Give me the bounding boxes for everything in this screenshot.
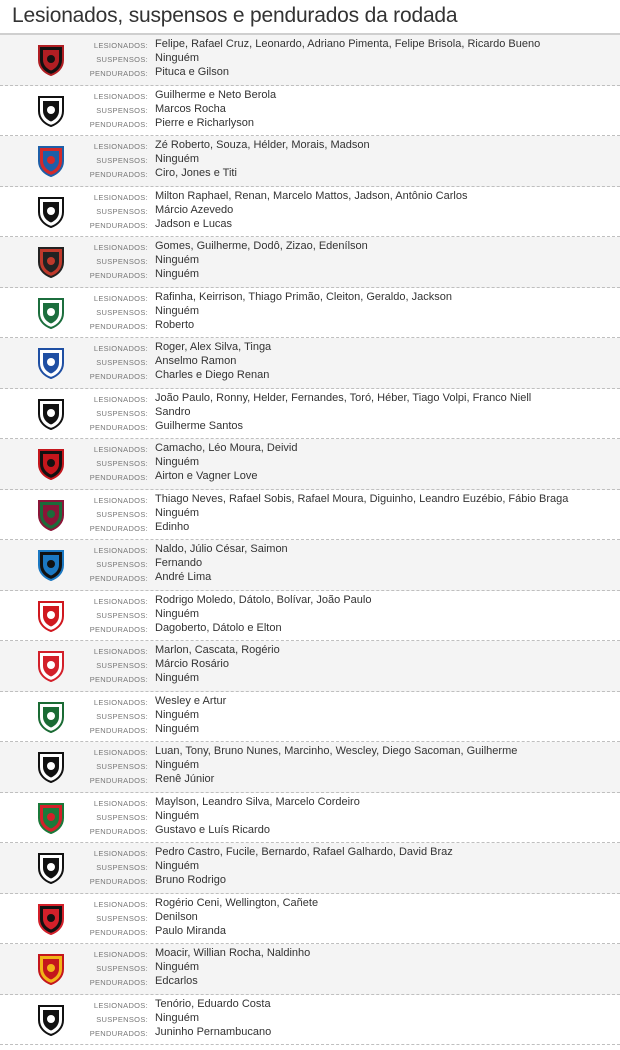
team-row-11 [0,591,620,642]
suspended-label: SUSPENSOS: [96,913,148,923]
team-row-13 [0,692,620,743]
warned-value: Gustavo e Luís Ricardo [155,823,270,836]
team-row-9 [0,490,620,541]
injured-label: LESIONADOS: [93,697,148,707]
injured-label: LESIONADOS: [93,344,148,353]
suspended-label: SUSPENSOS: [96,55,148,64]
warned-label: PENDURADOS: [89,69,148,78]
warned-label: PENDURADOS: [89,422,148,432]
warned-label: PENDURADOS: [89,826,148,836]
injured-label: LESIONADOS: [93,41,148,50]
suspended-label: SUSPENSOS: [96,257,148,266]
suspended-value: Ninguém [155,304,200,317]
injured-value: Naldo, Júlio César, Saimon [155,543,288,555]
warned-label: PENDURADOS: [89,372,148,381]
injured-value: Camacho, Léo Moura, Deivid [155,442,298,454]
injured-value: Luan, Tony, Bruno Nunes, Marcinho, Wescley, Diego Sacoman, Guilherme [155,745,518,757]
injured-value: Pedro Castro, Fucile, Bernardo, Rafael Galhardo, David Braz [155,846,453,858]
injured-value: João Paulo, Ronny, Helder, Fernandes, Toró, Héber, Tiago Volpi, Franco Niell [155,391,532,404]
suspended-label: SUSPENSOS: [96,610,148,620]
injured-label: LESIONADOS: [93,495,148,505]
team-row-1 [0,86,620,137]
warned-label: PENDURADOS: [89,473,148,482]
warned-label: PENDURADOS: [89,220,148,230]
injured-label: LESIONADOS: [93,142,148,151]
suspended-label: SUSPENSOS: [96,661,148,670]
team-row-16 [0,843,620,894]
suspended-value: Ninguém [155,759,200,771]
warned-value: Bruno Rodrigo [155,874,226,886]
warned-value: Renê Júnior [155,773,215,785]
warned-value: Airton e Vagner Love [155,470,258,482]
warned-value: Pierre e Richarlyson [155,116,255,129]
injured-label: LESIONADOS: [93,647,148,656]
team-row-7 [0,389,620,440]
warned-value: Roberto [155,318,195,331]
team-row-3 [0,187,620,238]
suspended-value: Ninguém [155,961,200,973]
team-row-6 [0,338,620,389]
warned-value: Ninguém [155,722,200,735]
suspended-label: SUSPENSOS: [96,156,148,165]
warned-value: Charles e Diego Renan [155,369,270,381]
warned-label: PENDURADOS: [89,321,148,331]
suspended-label: SUSPENSOS: [96,206,148,216]
suspended-value: Ninguém [155,153,200,165]
warned-value: Pituca e Gilson [155,66,229,78]
suspended-label: SUSPENSOS: [96,964,148,973]
warned-value: Dagoberto, Dátolo e Elton [155,621,282,634]
injured-value: Roger, Alex Silva, Tinga [155,341,272,353]
suspended-label: SUSPENSOS: [96,812,148,822]
injured-value: Rafinha, Keirrison, Thiago Primão, Cleiton, Geraldo, Jackson [155,290,452,303]
team-row-18 [0,944,620,995]
warned-value: Juninho Pernambucano [155,1025,272,1038]
warned-label: PENDURADOS: [89,978,148,987]
warned-value: Ciro, Jones e Titi [155,167,237,179]
suspended-value: Márcio Rosário [155,658,229,670]
team-row-15 [0,793,620,844]
injured-value: Milton Raphael, Renan, Marcelo Mattos, Jadson, Antônio Carlos [155,189,468,202]
suspended-label: SUSPENSOS: [96,408,148,418]
suspended-value: Sandro [155,405,191,418]
team-row-5 [0,288,620,339]
suspended-value: Ninguém [155,456,200,468]
warned-label: PENDURADOS: [89,776,148,785]
warned-value: Guilherme Santos [155,419,244,432]
suspended-label: SUSPENSOS: [96,105,148,115]
injured-label: LESIONADOS: [93,243,148,252]
suspended-label: SUSPENSOS: [96,863,148,872]
suspended-value: Ninguém [155,708,200,721]
suspended-label: SUSPENSOS: [96,1014,148,1024]
warned-label: PENDURADOS: [89,119,148,129]
team-row-4 [0,237,620,288]
suspended-value: Márcio Azevedo [155,203,234,216]
suspended-label: SUSPENSOS: [96,307,148,317]
suspended-value: Ninguém [155,52,200,64]
suspended-label: SUSPENSOS: [96,762,148,771]
suspended-value: Ninguém [155,607,200,620]
suspended-value: Ninguém [155,506,200,519]
warned-label: PENDURADOS: [89,927,148,937]
warned-value: Paulo Miranda [155,924,226,937]
injured-value: Gomes, Guilherme, Dodô, Zizao, Edenílson [155,240,368,252]
warned-label: PENDURADOS: [89,877,148,886]
warned-value: Edinho [155,520,190,533]
team-row-2 [0,136,620,187]
team-row-8 [0,439,620,490]
suspended-value: Ninguém [155,254,200,266]
team-row-12 [0,641,620,692]
injured-label: LESIONADOS: [93,849,148,858]
injured-label: LESIONADOS: [93,899,148,909]
injured-value: Zé Roberto, Souza, Hélder, Morais, Madson [155,139,370,151]
injured-label: LESIONADOS: [93,192,148,202]
warned-label: PENDURADOS: [89,523,148,533]
injured-value: Rodrigo Moledo, Dátolo, Bolívar, João Paulo [155,593,372,606]
injured-value: Moacir, Willian Rocha, Naldinho [155,947,311,959]
injured-label: LESIONADOS: [93,798,148,808]
injured-label: LESIONADOS: [93,748,148,757]
suspended-value: Ninguém [155,860,200,872]
warned-label: PENDURADOS: [89,725,148,735]
injured-label: LESIONADOS: [93,1000,148,1010]
team-row-0 [0,35,620,86]
injured-label: LESIONADOS: [93,546,148,555]
injured-value: Guilherme e Neto Berola [155,88,277,101]
warned-value: Edcarlos [155,975,198,987]
page-title: Lesionados, suspensos e pendurados da rodada [12,4,458,27]
team-row-10 [0,540,620,591]
suspended-value: Marcos Rocha [155,102,226,115]
header [0,0,620,35]
injured-value: Wesley e Artur [155,694,227,707]
warned-value: Jadson e Lucas [155,217,233,230]
injured-label: LESIONADOS: [93,91,148,101]
suspended-value: Ninguém [155,1011,200,1024]
warned-label: PENDURADOS: [89,170,148,179]
warned-label: PENDURADOS: [89,271,148,280]
warned-value: Ninguém [155,672,200,684]
warned-label: PENDURADOS: [89,1028,148,1038]
injured-value: Thiago Neves, Rafael Sobis, Rafael Moura, Diguinho, Leandro Euzébio, Fábio Braga [155,492,569,505]
team-row-17 [0,894,620,945]
injured-value: Tenório, Eduardo Costa [155,997,271,1010]
injured-value: Marlon, Cascata, Rogério [155,644,280,656]
suspended-label: SUSPENSOS: [96,358,148,367]
suspended-value: Denilson [155,910,198,923]
suspended-label: SUSPENSOS: [96,509,148,519]
team-list [0,35,620,1045]
suspended-label: SUSPENSOS: [96,560,148,569]
injured-value: Maylson, Leandro Silva, Marcelo Cordeiro [155,795,360,808]
team-row-19 [0,995,620,1046]
injured-label: LESIONADOS: [93,445,148,454]
suspended-label: SUSPENSOS: [96,459,148,468]
suspended-value: Ninguém [155,809,200,822]
warned-value: André Lima [155,571,212,583]
warned-label: PENDURADOS: [89,675,148,684]
injured-label: LESIONADOS: [93,596,148,606]
injured-value: Rogério Ceni, Wellington, Cañete [155,896,319,909]
suspended-label: SUSPENSOS: [96,711,148,721]
team-row-14 [0,742,620,793]
warned-label: PENDURADOS: [89,574,148,583]
injured-label: LESIONADOS: [93,293,148,303]
injured-label: LESIONADOS: [93,394,148,404]
warned-value: Ninguém [155,268,200,280]
warned-label: PENDURADOS: [89,624,148,634]
injured-value: Felipe, Rafael Cruz, Leonardo, Adriano Pimenta, Felipe Brisola, Ricardo Bueno [155,38,541,50]
suspended-value: Anselmo Ramon [155,355,237,367]
injured-label: LESIONADOS: [93,950,148,959]
suspended-value: Fernando [155,557,203,569]
